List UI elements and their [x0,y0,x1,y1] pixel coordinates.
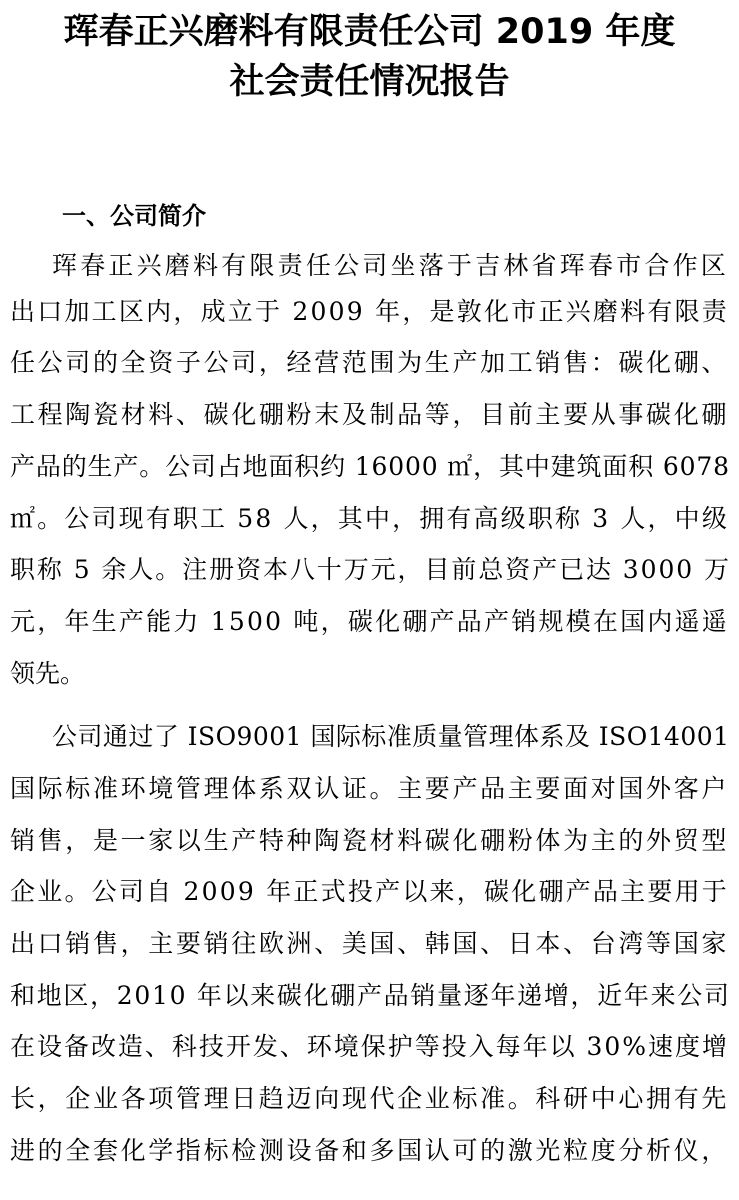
paragraph-line: 领先。 [10,659,86,688]
report-title-line-2: 社会责任情况报告 [229,62,510,102]
paragraph-line: 产品的生产。公司占地面积约 16000 ㎡，其中建筑面积 6078 [10,452,730,481]
paragraph-line: 企业。公司自 2009 年正式投产以来，碳化硼产品主要用于 [10,877,730,906]
paragraph-line: 长，企业各项管理日趋迈向现代企业标准。科研中心拥有先 [10,1084,730,1113]
paragraph-line: 公司通过了 ISO9001 国际标准质量管理体系及 ISO14001 [52,722,730,751]
paragraph-line: 在设备改造、科技开发、环境保护等投入每年以 30%速度增 [10,1032,729,1061]
report-title-line-1: 珲春正兴磨料有限责任公司 2019 年度 [63,12,676,52]
paragraph-line: 工程陶瓷材料、碳化硼粉末及制品等，目前主要从事碳化硼 [10,400,730,429]
paragraph-line: 任公司的全资子公司，经营范围为生产加工销售：碳化硼、 [10,348,730,377]
paragraph-line: 销售，是一家以生产特种陶瓷材料碳化硼粉体为主的外贸型 [10,826,730,855]
paragraph-line: 和地区，2010 年以来碳化硼产品销量逐年递增，近年来公司 [10,981,731,1010]
paragraph-line: 进的全套化学指标检测设备和多国认可的激光粒度分析仪， [10,1136,730,1165]
paragraph-line: 元，年生产能力 1500 吨，碳化硼产品产销规模在国内遥遥 [10,607,730,636]
paragraph-line: ㎡。公司现有职工 58 人，其中，拥有高级职称 3 人，中级 [10,504,729,533]
paragraph-line: 职称 5 余人。注册资本八十万元，目前总资产已达 3000 万 [10,555,731,584]
paragraph-line: 出口销售，主要销往欧洲、美国、韩国、日本、台湾等国家 [10,929,730,958]
paragraph-line: 珲春正兴磨料有限责任公司坐落于吉林省珲春市合作区 [52,251,729,280]
section-heading-company-profile: 一、公司简介 [62,202,206,230]
paragraph-line: 国际标准环境管理体系双认证。主要产品主要面对国外客户 [10,774,730,803]
paragraph-line: 出口加工区内，成立于 2009 年，是敦化市正兴磨料有限责 [10,297,730,326]
